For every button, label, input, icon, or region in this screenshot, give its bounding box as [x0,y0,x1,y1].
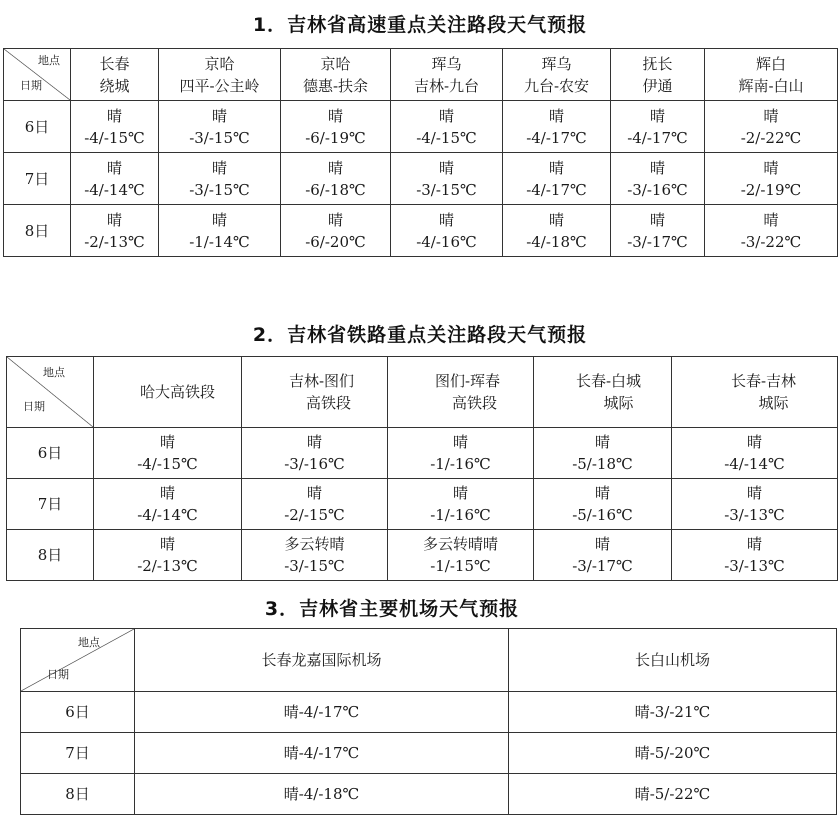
forecast-cell: 晴 -2/-13℃ [94,530,242,581]
forecast-cell: 晴 -4/-17℃ [503,153,611,205]
forecast-cell: 晴 -3/-16℃ [242,428,388,479]
day-cell: 6日 [21,692,135,733]
forecast-cell: 晴 -1/-16℃ [388,479,534,530]
table-row [4,205,838,257]
corner-header-cell [7,357,94,428]
column-header: 京哈 四平-公主岭 [159,49,281,101]
day-cell: 6日 [7,428,94,479]
forecast-cell: 晴 -6/-20℃ [281,205,391,257]
column-header: 长春龙嘉国际机场 [135,629,509,692]
table-row [7,479,838,530]
column-header: 图们-珲春 高铁段 [388,357,534,428]
date-label: 日期 [47,668,69,681]
place-label: 地点 [43,366,65,379]
corner-header-cell [21,629,135,692]
day-cell: 8日 [21,774,135,815]
column-header: 珲乌 九台-农安 [503,49,611,101]
forecast-cell: 晴 -4/-17℃ [503,101,611,153]
forecast-cell: 晴 -1/-14℃ [159,205,281,257]
forecast-cell: 晴 -4/-15℃ [391,101,503,153]
table-row [21,733,837,774]
table-row [4,101,838,153]
forecast-cell: 晴 -4/-15℃ [71,101,159,153]
forecast-cell: 晴 -5/-16℃ [534,479,672,530]
railway-forecast-title: 2．吉林省铁路重点关注路段天气预报 [252,324,588,346]
day-cell: 8日 [7,530,94,581]
forecast-cell: 晴 -2/-15℃ [242,479,388,530]
forecast-cell: 晴-5/-22℃ [509,774,837,815]
forecast-cell: 晴 -4/-14℃ [71,153,159,205]
day-cell: 8日 [4,205,71,257]
column-header: 长春 绕城 [71,49,159,101]
column-header: 长春-白城 城际 [534,357,672,428]
forecast-cell: 晴 -3/-15℃ [159,153,281,205]
table-row [4,153,838,205]
column-header: 抚长 伊通 [611,49,705,101]
airport-forecast-table [20,628,837,815]
forecast-cell: 晴 -4/-15℃ [94,428,242,479]
forecast-cell: 晴 -6/-19℃ [281,101,391,153]
forecast-cell: 晴-4/-17℃ [135,692,509,733]
column-header: 长春-吉林 城际 [672,357,838,428]
date-label: 日期 [23,400,45,413]
forecast-cell: 多云转晴晴 -1/-15℃ [388,530,534,581]
forecast-cell: 多云转晴 -3/-15℃ [242,530,388,581]
table-row [21,692,837,733]
forecast-cell: 晴 -4/-17℃ [611,101,705,153]
forecast-cell: 晴 -4/-14℃ [94,479,242,530]
forecast-cell: 晴 -1/-16℃ [388,428,534,479]
airport-forecast-title: 3．吉林省主要机场天气预报 [264,598,520,620]
column-header: 京哈 德惠-扶余 [281,49,391,101]
forecast-cell: 晴 -2/-22℃ [705,101,838,153]
forecast-cell: 晴 -3/-13℃ [672,479,838,530]
forecast-cell: 晴-3/-21℃ [509,692,837,733]
day-cell: 7日 [4,153,71,205]
day-cell: 7日 [21,733,135,774]
highway-forecast-title: 1．吉林省高速重点关注路段天气预报 [252,14,588,36]
column-header: 辉白 辉南-白山 [705,49,838,101]
forecast-cell: 晴 -4/-16℃ [391,205,503,257]
table-row [7,530,838,581]
table-row [21,774,837,815]
column-header: 珲乌 吉林-九台 [391,49,503,101]
place-label: 地点 [38,54,60,67]
forecast-cell: 晴 -3/-17℃ [611,205,705,257]
day-cell: 6日 [4,101,71,153]
highway-forecast-table [3,48,838,257]
forecast-cell: 晴 -3/-15℃ [159,101,281,153]
forecast-cell: 晴 -5/-18℃ [534,428,672,479]
forecast-cell: 晴-4/-17℃ [135,733,509,774]
forecast-cell: 晴 -2/-19℃ [705,153,838,205]
column-header: 哈大高铁段 [94,357,242,428]
forecast-cell: 晴 -3/-17℃ [534,530,672,581]
forecast-cell: 晴 -6/-18℃ [281,153,391,205]
forecast-cell: 晴-5/-20℃ [509,733,837,774]
table-row [7,428,838,479]
forecast-cell: 晴 -3/-16℃ [611,153,705,205]
forecast-cell: 晴 -4/-18℃ [503,205,611,257]
forecast-cell: 晴 -4/-14℃ [672,428,838,479]
forecast-cell: 晴 -3/-15℃ [391,153,503,205]
column-header: 吉林-图们 高铁段 [242,357,388,428]
column-header: 长白山机场 [509,629,837,692]
forecast-cell: 晴 -3/-13℃ [672,530,838,581]
forecast-cell: 晴 -2/-13℃ [71,205,159,257]
date-label: 日期 [20,79,42,92]
day-cell: 7日 [7,479,94,530]
railway-forecast-table [6,356,838,581]
corner-header-cell [4,49,71,101]
place-label: 地点 [78,636,100,649]
forecast-cell: 晴-4/-18℃ [135,774,509,815]
forecast-cell: 晴 -3/-22℃ [705,205,838,257]
